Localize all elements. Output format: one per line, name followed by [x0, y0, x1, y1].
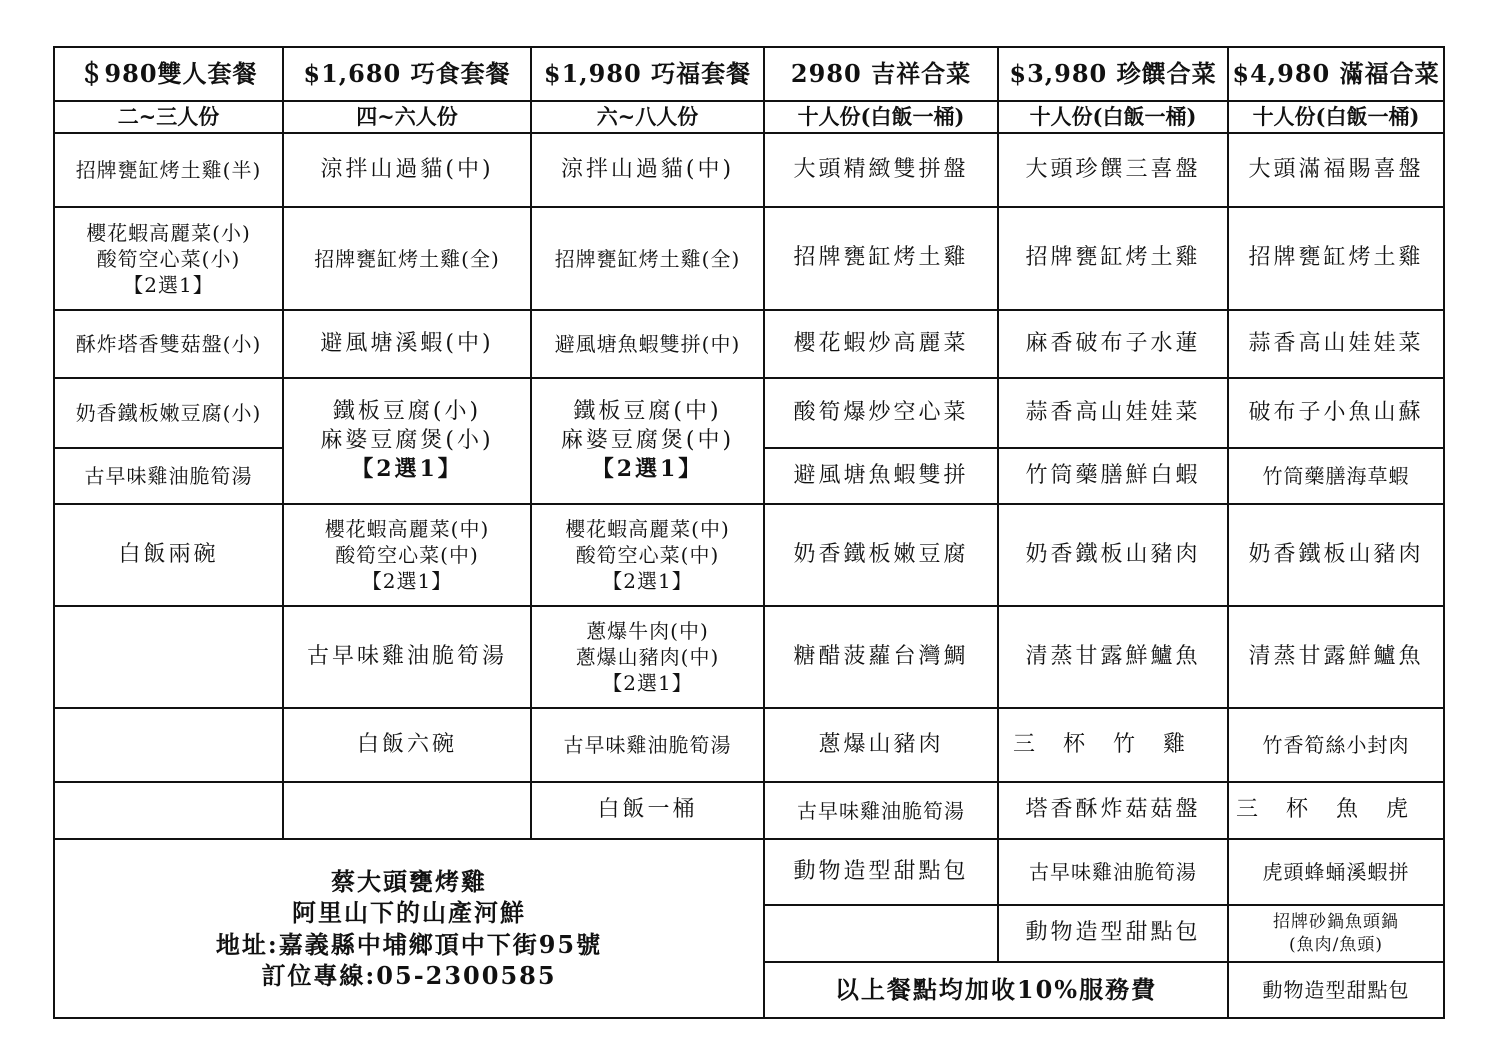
menu-item: 古早味雞油脆筍湯	[998, 839, 1228, 905]
menu-item: 清蒸甘露鮮鱸魚	[1228, 606, 1444, 708]
menu-item: 白飯一桶	[531, 782, 764, 839]
menu-item: 古早味雞油脆筍湯	[283, 606, 531, 708]
choice-option: 櫻花蝦高麗菜(中)	[565, 517, 730, 541]
menu-item: 奶香鐵板山豬肉	[1228, 504, 1444, 606]
menu-item: 竹香筍絲小封肉	[1228, 708, 1444, 782]
restaurant-slogan: 阿里山下的山產河鮮	[292, 898, 526, 928]
menu-item: 白飯六碗	[283, 708, 531, 782]
choice-option: 酸筍空心菜(中)	[575, 543, 720, 567]
menu-item: 塔香酥炸菇菇盤	[998, 782, 1228, 839]
restaurant-info	[54, 839, 764, 1018]
choice-option: 蔥爆山豬肉(中)	[575, 645, 720, 669]
menu-item: 酸筍爆炒空心菜	[764, 378, 998, 448]
choice-option: 蔥爆牛肉(中)	[586, 619, 709, 643]
menu-item-choice	[531, 504, 764, 606]
menu-item: 避風塘溪蝦(中)	[283, 310, 531, 378]
menu-item: 大頭滿福賜喜盤	[1228, 133, 1444, 207]
header-price-1980: $1,980 巧福套餐	[531, 47, 764, 101]
service-fee-note: 以上餐點均加收10%服務費	[764, 962, 1228, 1018]
empty-cell	[54, 606, 283, 708]
header-serving-1680: 四~六人份	[283, 101, 531, 133]
menu-item: 白飯兩碗	[54, 504, 283, 606]
choice-option: 櫻花蝦高麗菜(中)	[324, 517, 490, 541]
menu-item: 竹筒藥膳鮮白蝦	[998, 448, 1228, 504]
choice-note: 【2選1】	[351, 456, 463, 483]
header-price-2980: 2980 吉祥合菜	[764, 47, 998, 101]
choice-option: 酸筍空心菜(小)	[96, 246, 241, 271]
menu-item: 虎頭蜂蛹溪蝦拼	[1228, 839, 1444, 905]
menu-item: 避風塘魚蝦雙拼(中)	[531, 310, 764, 378]
menu-item: 動物造型甜點包	[1228, 962, 1444, 1018]
menu-item: 古早味雞油脆筍湯	[531, 708, 764, 782]
choice-option: 酸筍空心菜(中)	[335, 543, 479, 567]
choice-option: 鐵板豆腐(中)	[573, 399, 722, 425]
restaurant-address: 地址:嘉義縣中埔鄉頂中下街95號	[215, 929, 603, 959]
menu-item: 招牌甕缸烤土雞(全)	[531, 207, 764, 310]
empty-cell	[283, 782, 531, 839]
header-serving-2980: 十人份(白飯一桶)	[764, 101, 998, 133]
menu-item: 糖醋菠蘿台灣鯛	[764, 606, 998, 708]
menu-item: 涼拌山過貓(中)	[531, 133, 764, 207]
choice-note: 【2選1】	[602, 671, 693, 695]
header-price-1680: $1,680 巧食套餐	[283, 47, 531, 101]
menu-item: 蔥爆山豬肉	[764, 708, 998, 782]
menu-item: 酥炸塔香雙菇盤(小)	[54, 310, 283, 378]
menu-item: 動物造型甜點包	[998, 905, 1228, 962]
restaurant-phone: 訂位專線:05-2300585	[261, 960, 557, 990]
menu-table	[53, 46, 1445, 1019]
header-price-4980: $4,980 滿福合菜	[1228, 47, 1444, 101]
choice-option: 櫻花蝦高麗菜(小)	[86, 220, 251, 245]
menu-item	[1228, 905, 1444, 962]
choice-note: 【2選1】	[591, 456, 704, 483]
menu-item: 涼拌山過貓(中)	[283, 133, 531, 207]
menu-item: 竹筒藥膳海草蝦	[1228, 448, 1444, 504]
menu-item: 招牌甕缸烤土雞	[764, 207, 998, 310]
menu-item: 招牌甕缸烤土雞(全)	[283, 207, 531, 310]
menu-item: 蒜香高山娃娃菜	[1228, 310, 1444, 378]
menu-item: 三杯竹雞	[998, 708, 1228, 782]
menu-item: 招牌甕缸烤土雞	[998, 207, 1228, 310]
menu-item-choice	[54, 207, 283, 310]
menu-item: 動物造型甜點包	[764, 839, 998, 905]
empty-cell	[764, 905, 998, 962]
header-serving-980: 二~三人份	[54, 101, 283, 133]
menu-item: 破布子小魚山蘇	[1228, 378, 1444, 448]
menu-item: 招牌甕缸烤土雞(半)	[54, 133, 283, 207]
choice-note: 【2選1】	[123, 272, 214, 297]
header-price-980: ＄980雙人套餐	[54, 47, 283, 101]
empty-cell	[54, 782, 283, 839]
menu-item: 櫻花蝦炒高麗菜	[764, 310, 998, 378]
choice-option: 麻婆豆腐煲(小)	[320, 427, 494, 453]
restaurant-name: 蔡大頭甕烤雞	[331, 867, 487, 897]
menu-item-choice	[283, 504, 531, 606]
menu-item: 古早味雞油脆筍湯	[764, 782, 998, 839]
menu-item-name: 招牌砂鍋魚頭鍋	[1273, 912, 1399, 933]
menu-item: 招牌甕缸烤土雞	[1228, 207, 1444, 310]
choice-option: 鐵板豆腐(小)	[332, 399, 482, 425]
menu-item: 古早味雞油脆筍湯	[54, 448, 283, 504]
header-serving-3980: 十人份(白飯一桶)	[998, 101, 1228, 133]
header-price-3980: $3,980 珍饌合菜	[998, 47, 1228, 101]
choice-note: 【2選1】	[361, 569, 453, 593]
menu-item: 奶香鐵板嫩豆腐	[764, 504, 998, 606]
menu-item: 奶香鐵板嫩豆腐(小)	[54, 378, 283, 448]
menu-item: 奶香鐵板山豬肉	[998, 504, 1228, 606]
menu-item: 麻香破布子水蓮	[998, 310, 1228, 378]
choice-note: 【2選1】	[602, 569, 693, 593]
empty-cell	[54, 708, 283, 782]
menu-item: 大頭精緻雙拼盤	[764, 133, 998, 207]
menu-item: 清蒸甘露鮮鱸魚	[998, 606, 1228, 708]
menu-item: 避風塘魚蝦雙拼	[764, 448, 998, 504]
menu-item-choice	[283, 378, 531, 504]
menu-item-detail: (魚肉/魚頭)	[1289, 934, 1383, 955]
choice-option: 麻婆豆腐煲(中)	[560, 427, 735, 453]
menu-item: 大頭珍饌三喜盤	[998, 133, 1228, 207]
menu-item: 三杯魚虎	[1228, 782, 1444, 839]
menu-item-choice	[531, 606, 764, 708]
header-serving-1980: 六~八人份	[531, 101, 764, 133]
header-serving-4980: 十人份(白飯一桶)	[1228, 101, 1444, 133]
menu-item-choice	[531, 378, 764, 504]
menu-item: 蒜香高山娃娃菜	[998, 378, 1228, 448]
